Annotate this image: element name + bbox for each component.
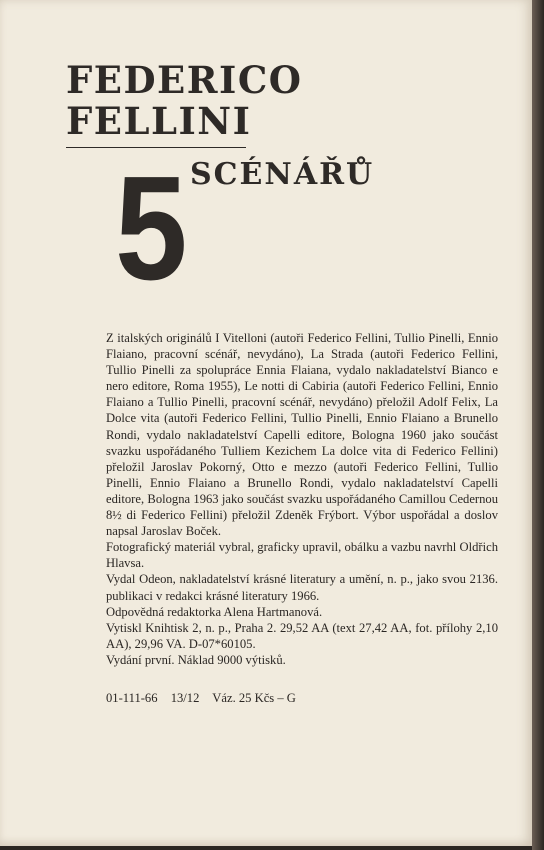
book-spine-edge bbox=[532, 0, 544, 850]
colophon-paragraph: Vydání první. Náklad 9000 výtisků. bbox=[106, 652, 286, 667]
imprint-code: 01-111-66 bbox=[106, 691, 158, 705]
colophon-paragraph: Vydal Odeon, nakladatelství krásné literatury a umění, n. p., jako svou 2136. publikaci v redakci krásné literatury 1966. bbox=[106, 572, 498, 603]
author-last-name: FELLINI bbox=[66, 99, 252, 143]
imprint-line bbox=[106, 691, 506, 706]
colophon-paragraph: Odpovědná redaktorka Alena Hartmanová. bbox=[106, 604, 323, 619]
book-title: SCÉNÁŘŮ bbox=[190, 157, 375, 192]
colophon-text bbox=[106, 330, 498, 668]
colophon-paragraph: Fotografický materiál vybral, graficky upravil, obálku a vazbu navrhl Oldřich Hlavsa. bbox=[106, 540, 498, 571]
imprint-fraction: 13/12 bbox=[170, 691, 200, 705]
author-first-name: FEDERICO bbox=[66, 58, 303, 102]
imprint-price: Váz. 25 Kčs – G bbox=[212, 691, 296, 705]
volume-number: 5 bbox=[115, 146, 188, 311]
colophon-paragraph: Z italských originálů I Vitelloni (autoři Federico Fellini, Tullio Pinelli, Ennio Flaiano, pracovní scénář, nevydáno), La Strada (autoři Federico Fellini, Tullio Pinelli za spolupráce Ennia Flaiana, vydalo nakladatelství Bianco e nero editore, Roma 1955), Le notti di Cabiria (autoři Federico Fellini, Ennio Flaiano a Tullio Pinelli, pracovní scénář, nevydáno) přeložil Adolf Felix, La Dolce vita (autoři Federico Fellini, Tullio Pinelli, Ennio Flaiano a Brunello Rondi, vydalo nakladatelství Capelli editore, Bologna 1960 jako součást svazku uspořádaného Tulliem Kezichem La dolce vita di Federico Fellini) přeložil Jaroslav Pokorný, Otto e mezzo (autoři Federico Fellini, Tullio Pinelli, Ennio Flaiano a Brunello Rondi, vydalo nakladatelství Capelli editore, Bologna 1963 jako součást svazku uspořádaného Camillou Cedernou 8½ di Federico Fellini) přeložil Zdeněk Frýbort. Výbor uspořádal a doslov napsal Jaroslav Boček. bbox=[106, 331, 498, 539]
colophon-paragraph: Vytiskl Knihtisk 2, n. p., Praha 2. 29,52 AA (text 27,42 AA, fot. přílohy 2,10 AA), 29,96 VA. D-07*60105. bbox=[106, 620, 498, 651]
